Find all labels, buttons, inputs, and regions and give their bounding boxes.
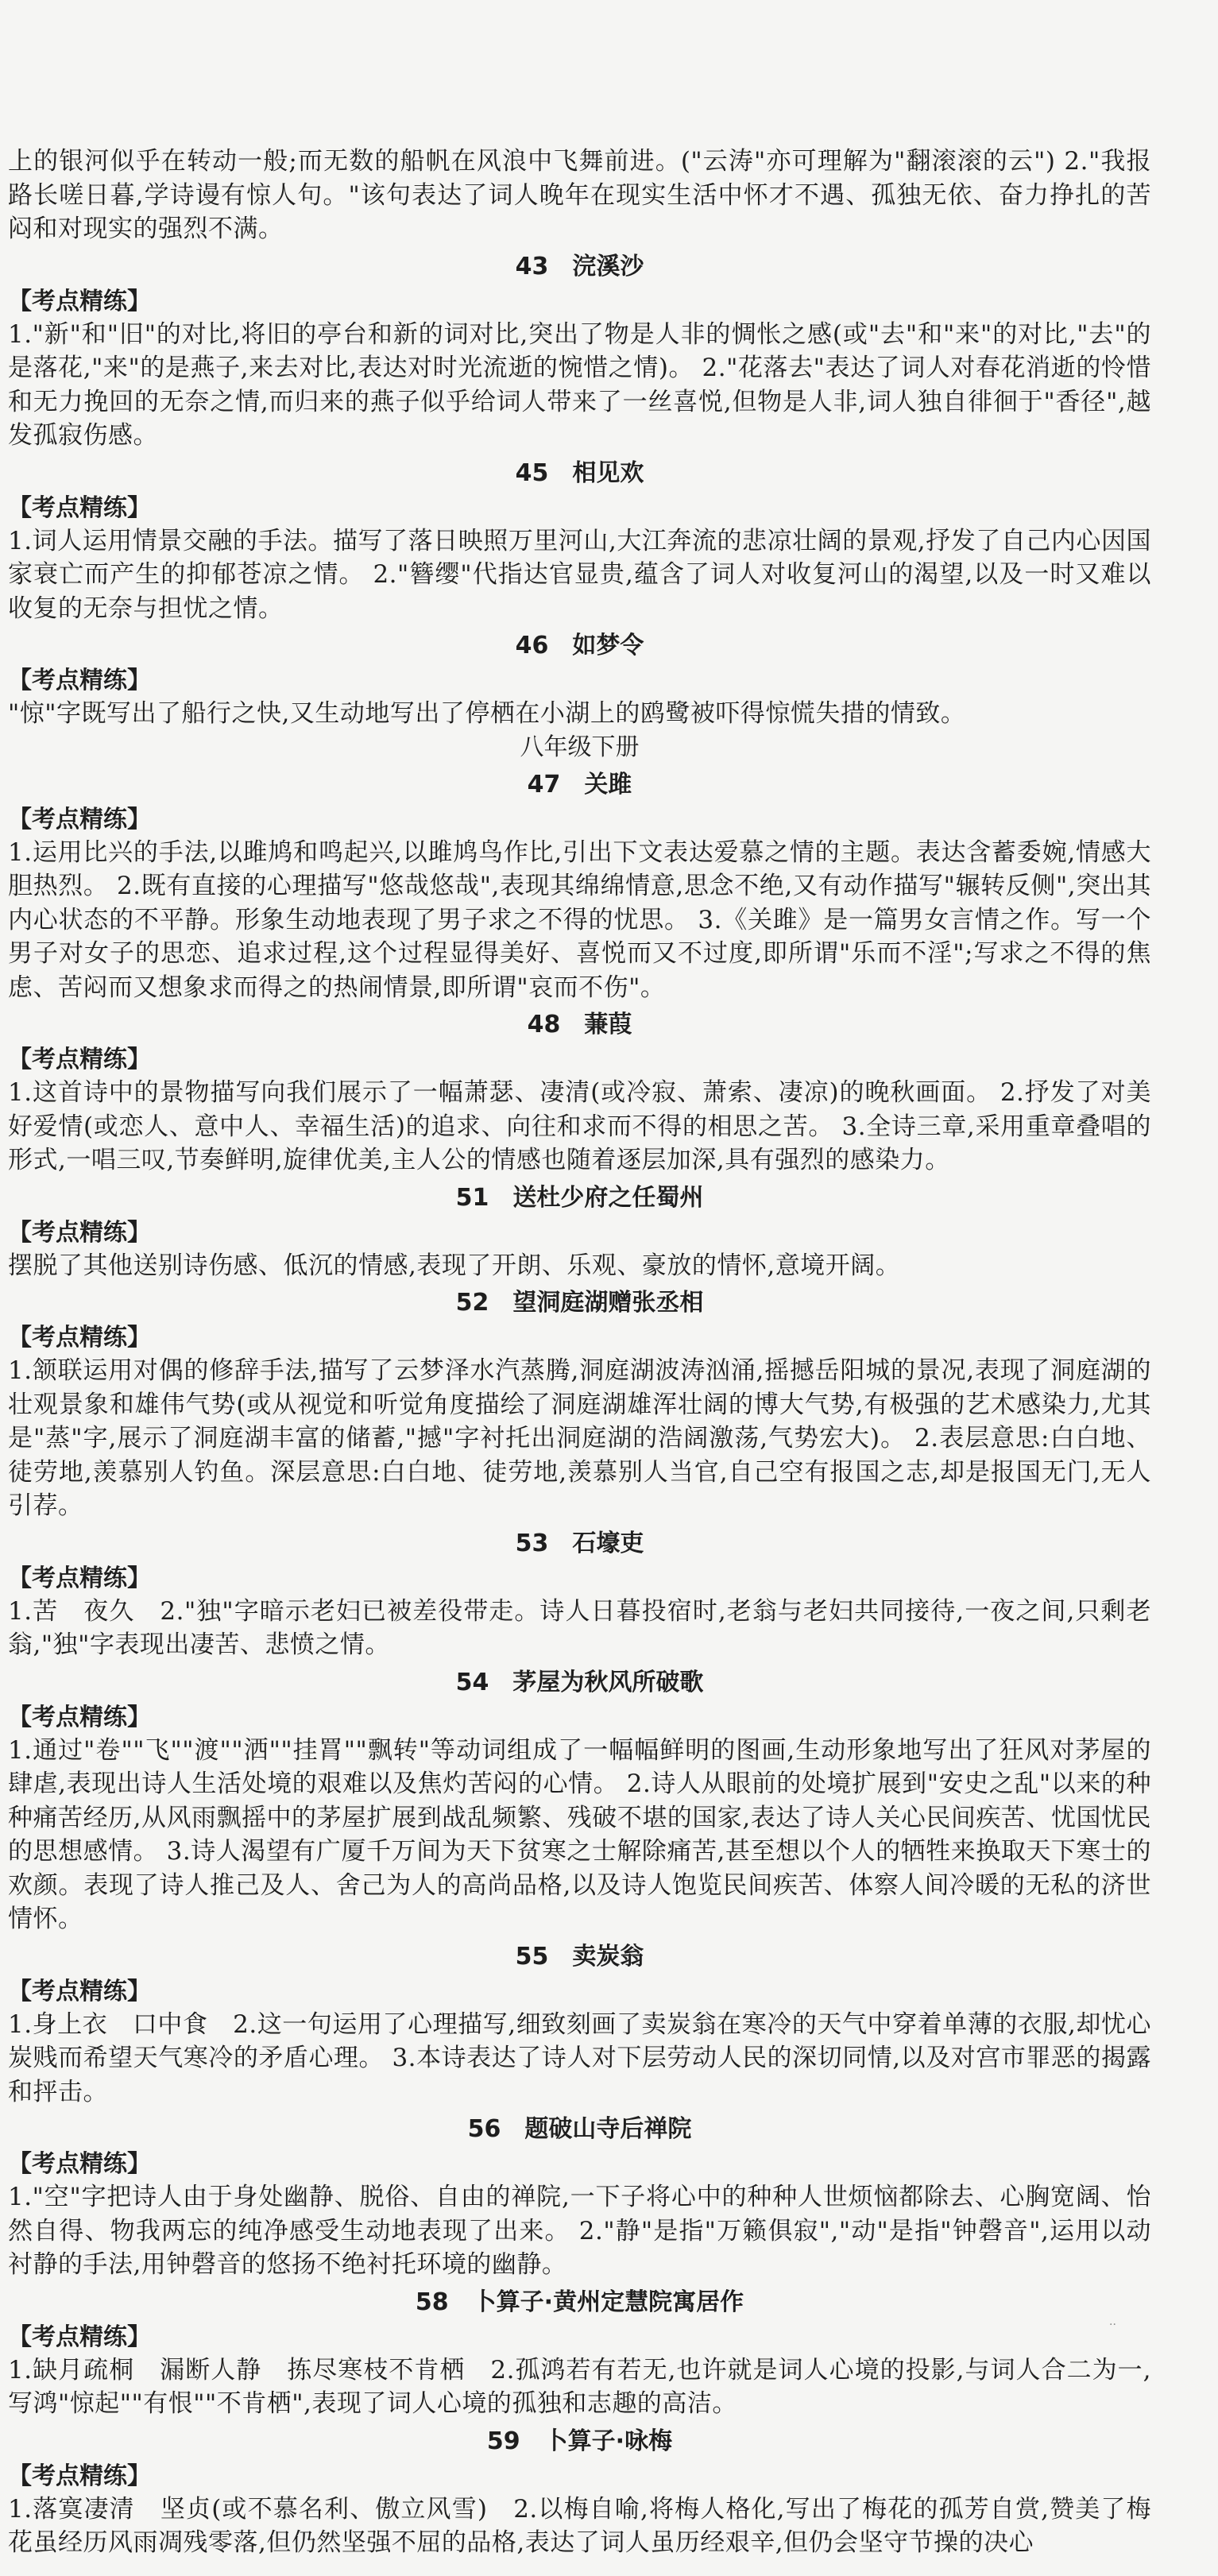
section-answer: 1.缺月疏桐 漏断人静 拣尽寒枝不肯栖 2.孤鸿若有若无,也许就是词人心境的投影,与词人合二为一,写鸿"惊起""有恨""不肯栖",表现了词人心境的孤独和志趣的高洁。: [8, 2355, 1151, 2418]
section-answer: 1.落寞凄清 坚贞(或不慕名利、傲立风雪) 2.以梅自喻,将梅人格化,写出了梅花的孤芳自赏,赞美了梅花虽经历风雨凋残零落,但仍然坚强不屈的品格,表达了词人虽历经艰辛,但仍会坚守节操的决心: [8, 2494, 1151, 2557]
section-answer: 1.通过"卷""飞""渡""洒""挂罥""飘转"等动词组成了一幅幅鲜明的图画,生动形象地写出了狂风对茅屋的肆虐,表现出诗人生活处境的艰难以及焦灼苦闷的心情。 2.诗人从眼前的处境扩展到"安史之乱"以来的种种痛苦经历,从风雨飘摇中的茅屋扩展到战乱频繁、残破不堪的国家,表达了诗人关心民间疾苦、忧国忧民的思想感情。 3.诗人渴望有广厦千万间为天下贫寒之士解除痛苦,甚至想以个人的牺牲来换取天下寒士的欢颜。表现了诗人推己及人、舍己为人的高尚品格,以及诗人饱览民间疾苦、体察人间冷暖的无私的济世情怀。: [8, 1735, 1152, 1933]
section-label: 【考点精练】: [8, 2323, 151, 2351]
section-title: 53 石壕吏: [515, 1529, 644, 1557]
section-47: [8, 769, 1151, 1005]
section-55: [8, 1941, 1151, 2110]
section-58: [8, 2287, 1151, 2421]
section-label: 【考点精练】: [8, 667, 151, 694]
section-45: [8, 458, 1151, 626]
section-answer: 1.词人运用情景交融的手法。描写了落日映照万里河山,大江奔流的悲凉壮阔的景观,抒发了自己内心因国家衰亡而产生的抑郁苍凉之情。 2."簪缨"代指达官显贵,蕴含了词人对收复河山的渴望,以及一时又难以收复的无奈与担忧之情。: [8, 526, 1151, 623]
section-46: [8, 630, 1151, 731]
section-label: 【考点精练】: [8, 1977, 151, 2005]
section-answer: 1."新"和"旧"的对比,将旧的亭台和新的词对比,突出了物是人非的惆怅之感(或"去"和"来"的对比,"去"的是落花,"来"的是燕子,来去对比,表达对时光流逝的惋惜之情)。 2."花落去"表达了词人对春花消逝的怜惜和无力挽回的无奈之情,而归来的燕子似乎给词人带来了一丝喜悦,但物是人非,词人独自徘徊于"香径",越发孤寂伤感。: [8, 319, 1151, 450]
section-label: 【考点精练】: [8, 2462, 151, 2490]
section-title: 43 浣溪沙: [515, 252, 644, 280]
section-label: 【考点精练】: [8, 287, 151, 315]
section-56: [8, 2114, 1151, 2282]
section-title: 47 关雎: [527, 770, 632, 799]
section-title: 52 望洞庭湖赠张丞相: [455, 1289, 704, 1317]
section-label: 【考点精练】: [8, 1218, 151, 1247]
section-answer: 1."空"字把诗人由于身处幽静、脱俗、自由的禅院,一下子将心中的种种人世烦恼都除去、心胸宽阔、怡然自得、物我两忘的纯净感受生动地表现了出来。 2."静"是指"万籁俱寂","动"是指"钟磬音",运用以动衬静的手法,用钟磬音的悠扬不绝衬托环境的幽静。: [8, 2183, 1151, 2279]
section-label: 【考点精练】: [8, 1564, 151, 1592]
section-answer: 1.运用比兴的手法,以雎鸠和鸣起兴,以雎鸠鸟作比,引出下文表达爱慕之情的主题。表达含蓄委婉,情感大胆热烈。 2.既有直接的心理描写"悠哉悠哉",表现其绵绵情意,思念不绝,又有动作描写"辗转反侧",突出其内心状态的不平静。形象生动地表现了男子求之不得的忧思。 3.《关雎》是一篇男女言情之作。写一个男子对女子的思恋、追求过程,这个过程显得美好、喜悦而又不过度,即所谓"乐而不淫";写求之不得的焦虑、苦闷而又想象求而得之的热闹情景,即所谓"哀而不伤"。: [8, 837, 1151, 1002]
section-title: 45 相见欢: [515, 458, 644, 487]
section-title: 56 题破山寺后禅院: [467, 2115, 692, 2143]
section-title: 58 卜算子·黄州定慧院寓居作: [415, 2288, 744, 2316]
margin-mark: ··: [1109, 2319, 1116, 2331]
section-53: [8, 1528, 1151, 1662]
section-43: [8, 251, 1151, 453]
continued-answer-text: 上的银河似乎在转动一般;而无数的船帆在风浪中飞舞前进。("云涛"亦可理解为"翻滚滚的云") 2."我报路长嗟日暮,学诗谩有惊人句。"该句表达了词人晚年在现实生活中怀才不遇、孤独无依、奋力挣扎的苦闷和对现实的强烈不满。: [8, 147, 1151, 243]
section-label: 【考点精练】: [8, 1324, 151, 1352]
section-title: 48 蒹葭: [527, 1011, 632, 1039]
section-label: 【考点精练】: [8, 1703, 151, 1731]
section-59: [8, 2426, 1151, 2560]
section-title: 54 茅屋为秋风所破歌: [455, 1668, 704, 1696]
section-51: [8, 1182, 1151, 1283]
grade-heading: 八年级下册: [520, 733, 640, 761]
section-title: 55 卖炭翁: [515, 1942, 644, 1971]
section-label: 【考点精练】: [8, 1046, 151, 1073]
section-answer: 1.颔联运用对偶的修辞手法,描写了云梦泽水汽蒸腾,洞庭湖波涛汹涌,摇撼岳阳城的景况,表现了洞庭湖的壮观景象和雄伟气势(或从视觉和听觉角度描绘了洞庭湖雄浑壮阔的博大气势,有极强的艺术感染力,尤其是"蒸"字,展示了洞庭湖丰富的储蓄,"撼"字衬托出洞庭湖的浩阔激荡,气势宏大)。 2.表层意思:白白地、徒劳地,羡慕别人钓鱼。深层意思:白白地、徒劳地,羡慕别人当官,自己空有报国之志,却是报国无门,无人引荐。: [8, 1356, 1152, 1520]
section-label: 【考点精练】: [8, 805, 151, 834]
section-answer: "惊"字既写出了船行之快,又生动地写出了停栖在小湖上的鸥鹭被吓得惊慌失措的情致。: [8, 699, 966, 728]
section-48: [8, 1009, 1151, 1178]
section-title: 51 送杜少府之任蜀州: [455, 1183, 704, 1212]
section-answer: 1.苦 夜久 2."独"字暗示老妇已被差役带走。诗人日暮投宿时,老翁与老妇共同接待,一夜之间,只剩老翁,"独"字表现出凄苦、悲愤之情。: [8, 1596, 1151, 1659]
section-54: [8, 1667, 1151, 1936]
section-title: 59 卜算子·咏梅: [486, 2427, 673, 2455]
section-answer: 1.身上衣 口中食 2.这一句运用了心理描写,细致刻画了卖炭翁在寒冷的天气中穿着单薄的衣服,却忧心炭贱而希望天气寒冷的矛盾心理。 3.本诗表达了诗人对下层劳动人民的深切同情,以及对宫市罪恶的揭露和抨击。: [8, 2009, 1151, 2106]
section-label: 【考点精练】: [8, 2150, 151, 2178]
section-label: 【考点精练】: [8, 493, 151, 522]
section-answer: 摆脱了其他送别诗伤感、低沉的情感,表现了开朗、乐观、豪放的情怀,意境开阔。: [8, 1251, 901, 1280]
section-answer: 1.这首诗中的景物描写向我们展示了一幅萧瑟、凄清(或冷寂、萧索、凄凉)的晚秋画面。 2.抒发了对美好爱情(或恋人、意中人、幸福生活)的追求、向往和求而不得的相思之苦。 3.全诗三章,采用重章叠唱的形式,一唱三叹,节奏鲜明,旋律优美,主人公的情感也随着逐层加深,具有强烈的感染力。: [8, 1078, 1151, 1174]
section-title: 46 如梦令: [515, 632, 644, 659]
section-52: [8, 1287, 1151, 1523]
